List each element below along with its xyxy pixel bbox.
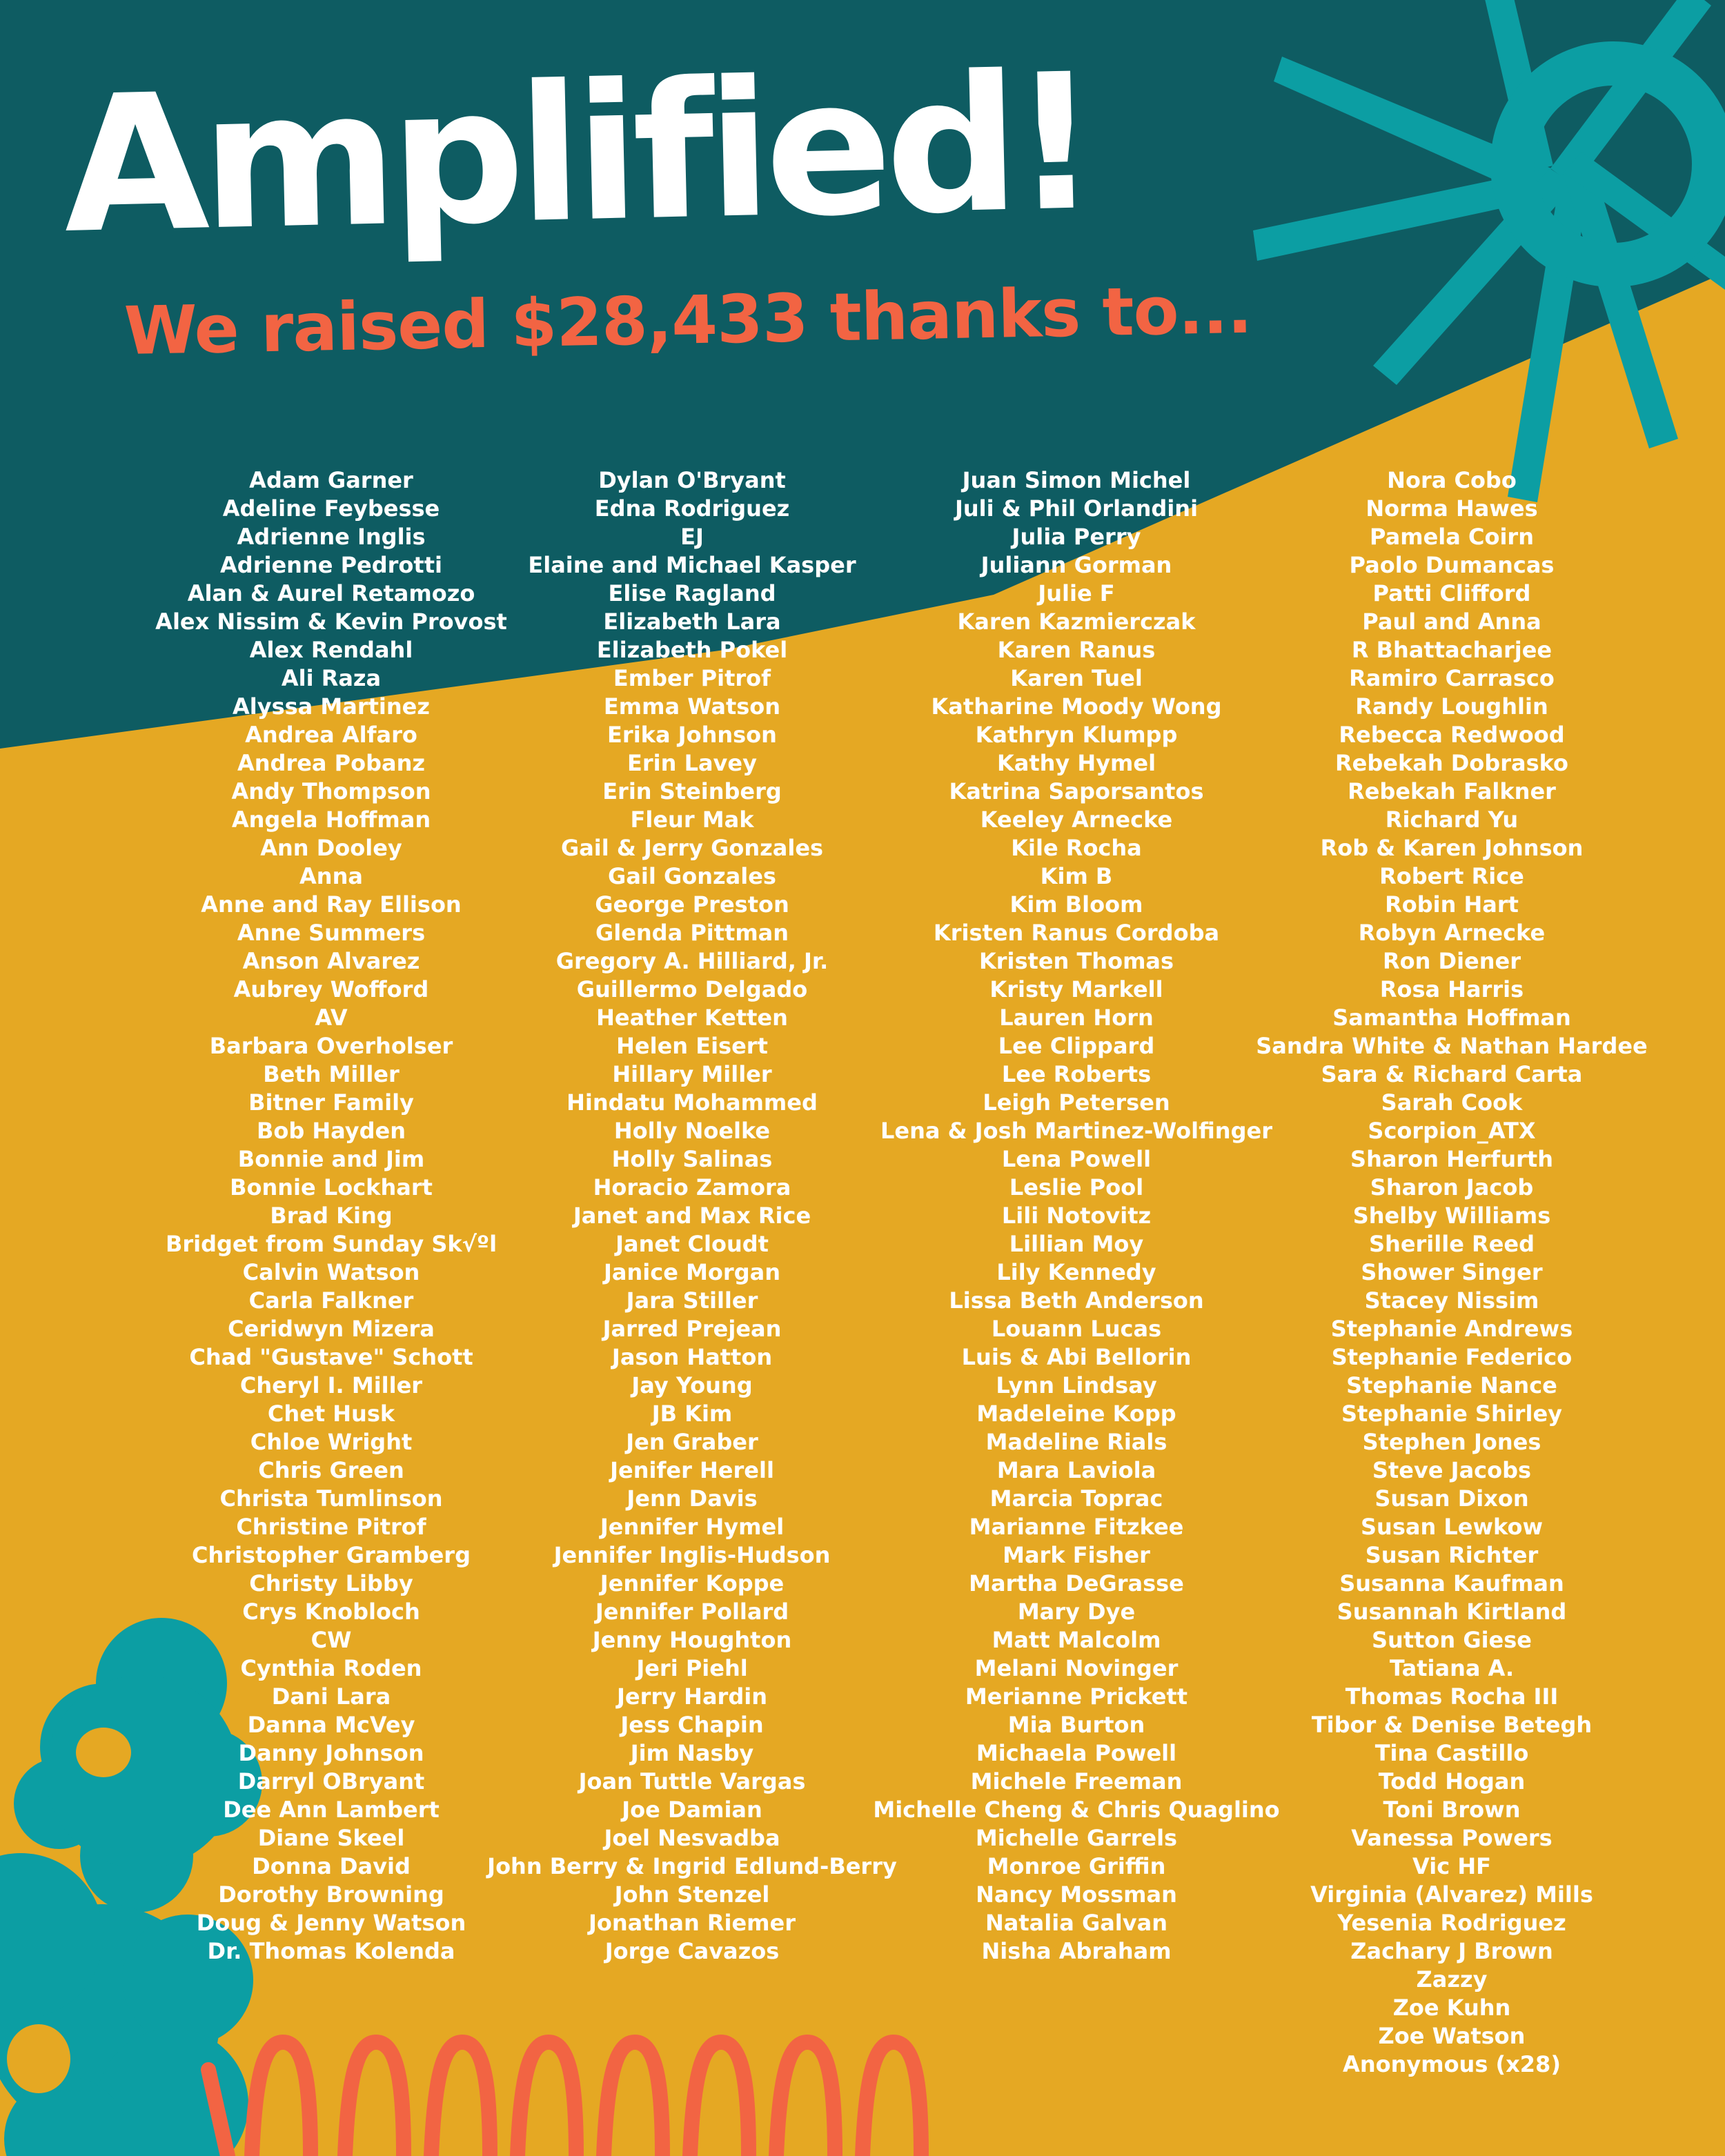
donor-name: Elizabeth Pokel — [596, 637, 788, 663]
donor-name: Jay Young — [631, 1372, 753, 1398]
donor-name: Lillian Moy — [1009, 1231, 1144, 1257]
donor-name: Kim B — [1040, 863, 1113, 889]
donor-name: Janet Cloudt — [615, 1231, 769, 1257]
donor-name: Merianne Prickett — [965, 1683, 1188, 1710]
donor-name: Ember Pitrof — [613, 665, 771, 691]
donor-name: Robyn Arnecke — [1358, 920, 1546, 946]
donor-name: Erin Lavey — [627, 750, 757, 776]
donor-name: Horacio Zamora — [593, 1174, 791, 1200]
donor-name: Joan Tuttle Vargas — [578, 1768, 806, 1794]
donor-name: Jennifer Hymel — [600, 1514, 785, 1540]
donor-name: Susanna Kaufman — [1339, 1570, 1564, 1596]
donor-name: Kathryn Klumpp — [975, 722, 1178, 748]
donor-name: Marianne Fitzkee — [969, 1514, 1184, 1540]
donor-name: Gregory A. Hilliard, Jr. — [555, 948, 829, 974]
donor-name: Brad King — [270, 1203, 393, 1229]
donor-name: Chris Green — [258, 1457, 404, 1483]
donor-name: Janet and Max Rice — [573, 1203, 811, 1229]
donor-name: Elaine and Michael Kasper — [528, 552, 856, 578]
donor-name: Louann Lucas — [991, 1316, 1162, 1342]
donor-name: Julie F — [1038, 580, 1115, 606]
donor-name: Michelle Garrels — [975, 1825, 1178, 1851]
donor-name: Nisha Abraham — [981, 1938, 1172, 1964]
donor-name: Madeline Rials — [985, 1429, 1167, 1455]
donor-name: Richard Yu — [1385, 807, 1519, 833]
donor-name: Danny Johnson — [238, 1740, 424, 1766]
donor-name: Helen Eisert — [616, 1033, 768, 1059]
donor-name: Karen Tuel — [1010, 665, 1143, 691]
donor-name: John Stenzel — [614, 1881, 770, 1908]
donor-name: Mia Burton — [1007, 1712, 1145, 1738]
donor-name: Kristen Thomas — [978, 948, 1174, 974]
donor-name: Jeri Piehl — [636, 1655, 748, 1681]
donor-name: Jennifer Inglis-Hudson — [553, 1542, 831, 1568]
donor-name: Alex Rendahl — [249, 637, 413, 663]
donor-name: Lynn Lindsay — [996, 1372, 1157, 1398]
donor-name: Chad "Gustave" Schott — [189, 1344, 473, 1370]
donor-name: Sherille Reed — [1368, 1231, 1535, 1257]
donor-name: Adrienne Inglis — [237, 524, 426, 550]
donor-name: Jennifer Koppe — [600, 1570, 785, 1596]
donor-name: Ceridwyn Mizera — [228, 1316, 435, 1342]
donor-name: Jarred Prejean — [602, 1316, 782, 1342]
donor-name: Stephanie Nance — [1346, 1372, 1557, 1398]
donor-name: Jennifer Pollard — [595, 1599, 789, 1625]
donor-name: Samantha Hoffman — [1332, 1005, 1571, 1031]
donor-list-column-3 — [862, 466, 1290, 1966]
donor-name: Lily Kennedy — [996, 1259, 1156, 1285]
donor-name: Joel Nesvadba — [604, 1825, 780, 1851]
donor-name: Doug & Jenny Watson — [196, 1910, 466, 1936]
donor-name: Dr. Thomas Kolenda — [207, 1938, 455, 1964]
donor-name: Tibor & Denise Betegh — [1311, 1712, 1593, 1738]
donor-name: Michelle Cheng & Chris Quaglino — [873, 1797, 1280, 1823]
donor-name: Monroe Griffin — [987, 1853, 1166, 1879]
donor-name: Shelby Williams — [1352, 1203, 1551, 1229]
donor-name: Jorge Cavazos — [604, 1938, 780, 1964]
donor-name: Kim Bloom — [1009, 891, 1143, 918]
donor-name: Stephanie Andrews — [1330, 1316, 1573, 1342]
donor-name: Andy Thompson — [231, 778, 431, 804]
donor-name: Donna David — [252, 1853, 411, 1879]
donor-name: Guillermo Delgado — [576, 976, 808, 1002]
donor-name: Marcia Toprac — [989, 1485, 1163, 1512]
donor-name: Toni Brown — [1383, 1797, 1521, 1823]
donor-name: Christine Pitrof — [236, 1514, 426, 1540]
donor-name: Dani Lara — [271, 1683, 391, 1710]
donor-name: Angela Hoffman — [231, 807, 431, 833]
donor-name: Barbara Overholser — [209, 1033, 453, 1059]
donor-name: Anson Alvarez — [242, 948, 420, 974]
donor-name: Danna McVey — [247, 1712, 415, 1738]
donor-name: Rebekah Dobrasko — [1334, 750, 1569, 776]
donor-name: Mary Dye — [1017, 1599, 1136, 1625]
donor-name: Natalia Galvan — [985, 1910, 1167, 1936]
donor-name: Nancy Mossman — [976, 1881, 1177, 1908]
donor-name: Thomas Rocha III — [1345, 1683, 1559, 1710]
donor-name: Susan Lewkow — [1360, 1514, 1543, 1540]
donor-name: Sharon Jacob — [1370, 1174, 1534, 1200]
donor-name: Christy Libby — [249, 1570, 413, 1596]
donor-name: Vanessa Powers — [1351, 1825, 1552, 1851]
donor-name: Katharine Moody Wong — [931, 693, 1222, 720]
donor-name: Adrienne Pedrotti — [220, 552, 442, 578]
donor-name: Jenifer Herell — [610, 1457, 774, 1483]
donor-name: Ali Raza — [281, 665, 382, 691]
donor-name: Zoe Watson — [1378, 2023, 1526, 2049]
donor-name: Holly Noelke — [613, 1118, 771, 1144]
donor-name: Rebekah Falkner — [1348, 778, 1556, 804]
donor-name: Chloe Wright — [250, 1429, 413, 1455]
donor-name: Yesenia Rodriguez — [1337, 1910, 1566, 1936]
donor-name: Bonnie and Jim — [237, 1146, 425, 1172]
donor-name: Erika Johnson — [607, 722, 777, 748]
donor-name: Scorpion_ATX — [1368, 1118, 1536, 1144]
donor-name: Christopher Gramberg — [192, 1542, 471, 1568]
fundraising-total-subtitle: We raised $28,433 thanks to... — [123, 270, 1252, 370]
donor-name: Janice Morgan — [604, 1259, 780, 1285]
donor-name: Matt Malcolm — [992, 1627, 1161, 1653]
donor-name: Juan Simon Michel — [962, 467, 1191, 493]
donor-name: Anne and Ray Ellison — [201, 891, 462, 918]
donor-name: Kristy Markell — [989, 976, 1163, 1002]
donor-name: Hindatu Mohammed — [566, 1089, 818, 1116]
donor-name: Dorothy Browning — [218, 1881, 444, 1908]
donor-name: Todd Hogan — [1378, 1768, 1526, 1794]
donor-name: Sharon Herfurth — [1350, 1146, 1553, 1172]
donor-name: Beth Miller — [263, 1061, 400, 1087]
donor-name: Chet Husk — [267, 1401, 395, 1427]
donor-name: Ann Dooley — [260, 835, 402, 861]
donor-name: Paul and Anna — [1362, 609, 1541, 635]
donor-name: Jenn Davis — [627, 1485, 758, 1512]
donor-name: Sarah Cook — [1381, 1089, 1523, 1116]
donor-name: Paolo Dumancas — [1349, 552, 1555, 578]
donor-name: Martha DeGrasse — [969, 1570, 1184, 1596]
donor-name: Darryl OBryant — [237, 1768, 425, 1794]
donor-list-column-4 — [1238, 466, 1666, 2079]
donor-name: Alex Nissim & Kevin Provost — [155, 609, 507, 635]
donor-name: Andrea Alfaro — [245, 722, 417, 748]
donor-name: Nora Cobo — [1387, 467, 1517, 493]
donor-name: Jonathan Riemer — [589, 1910, 796, 1936]
donor-name: Ramiro Carrasco — [1349, 665, 1555, 691]
donor-name: Mark Fisher — [1003, 1542, 1150, 1568]
donor-name: Adeline Feybesse — [222, 495, 440, 522]
donor-name: George Preston — [595, 891, 789, 918]
donor-name: Randy Loughlin — [1355, 693, 1548, 720]
donor-name: Christa Tumlinson — [219, 1485, 443, 1512]
donor-name: EJ — [680, 524, 704, 550]
donor-name: Susan Dixon — [1374, 1485, 1529, 1512]
donor-name: Tina Castillo — [1374, 1740, 1529, 1766]
donor-name: Dylan O'Bryant — [598, 467, 786, 493]
donor-name: AV — [315, 1005, 348, 1031]
donor-name: Calvin Watson — [242, 1259, 420, 1285]
donor-name: Lena Powell — [1001, 1146, 1152, 1172]
donor-name: CW — [310, 1627, 352, 1653]
donor-name: Carla Falkner — [248, 1287, 414, 1314]
donor-name: Keeley Arnecke — [980, 807, 1173, 833]
donor-name: Robert Rice — [1379, 863, 1524, 889]
donor-name: Sandra White & Nathan Hardee — [1256, 1033, 1648, 1059]
donor-name: Heather Ketten — [596, 1005, 788, 1031]
donor-name: Jara Stiller — [626, 1287, 758, 1314]
donor-name: Sutton Giese — [1371, 1627, 1532, 1653]
donor-name: Erin Steinberg — [602, 778, 782, 804]
donor-name: Crys Knobloch — [242, 1599, 420, 1625]
donor-name: Gail & Jerry Gonzales — [560, 835, 824, 861]
donor-name: Bridget from Sunday Sk√ºl — [165, 1231, 497, 1257]
donor-name: Stacey Nissim — [1364, 1287, 1539, 1314]
donor-name: Steve Jacobs — [1372, 1457, 1532, 1483]
donor-name: Stephanie Shirley — [1341, 1401, 1563, 1427]
donor-name: Ron Diener — [1382, 948, 1521, 974]
donor-name: Rosa Harris — [1379, 976, 1524, 1002]
donor-name: Madeleine Kopp — [976, 1401, 1176, 1427]
donor-name: Shower Singer — [1361, 1259, 1543, 1285]
donor-name: Zachary J Brown — [1350, 1938, 1553, 1964]
donor-name: Hillary Miller — [612, 1061, 772, 1087]
donor-name: Anna — [299, 863, 363, 889]
donor-name: Lena & Josh Martinez-Wolfinger — [880, 1118, 1272, 1144]
donor-name: Andrea Pobanz — [237, 750, 425, 776]
donor-name: JB Kim — [651, 1401, 733, 1427]
donor-name: Michele Freeman — [970, 1768, 1183, 1794]
donor-name: Diane Skeel — [257, 1825, 405, 1851]
donor-name: R Bhattacharjee — [1351, 637, 1552, 663]
donor-name: Dee Ann Lambert — [223, 1797, 440, 1823]
donor-name: Luis & Abi Bellorin — [961, 1344, 1192, 1370]
donor-name: Edna Rodriguez — [594, 495, 790, 522]
donor-name: Glenda Pittman — [595, 920, 789, 946]
donor-name: Katrina Saporsantos — [949, 778, 1204, 804]
donor-name: Cheryl I. Miller — [239, 1372, 423, 1398]
donor-name: Susannah Kirtland — [1337, 1599, 1567, 1625]
donor-name: Kathy Hymel — [996, 750, 1156, 776]
donor-name: Stephanie Federico — [1331, 1344, 1573, 1370]
donor-name: Vic HF — [1412, 1853, 1491, 1879]
donor-name: Virginia (Alvarez) Mills — [1310, 1881, 1593, 1908]
donor-name: Patti Clifford — [1372, 580, 1531, 606]
donor-name: Zoe Kuhn — [1392, 1995, 1511, 2021]
poster-title: Amplified! — [61, 34, 1094, 275]
donor-name: Holly Salinas — [611, 1146, 773, 1172]
donor-name: Lee Clippard — [998, 1033, 1155, 1059]
donor-name: Gail Gonzales — [608, 863, 776, 889]
donor-name: Cynthia Roden — [240, 1655, 422, 1681]
donor-name: Jerry Hardin — [617, 1683, 767, 1710]
donor-name: Rob & Karen Johnson — [1320, 835, 1584, 861]
donor-name: Kristen Ranus Cordoba — [933, 920, 1220, 946]
donor-name: Juliann Gorman — [980, 552, 1172, 578]
donor-name: Elise Ragland — [608, 580, 776, 606]
donor-name: Bitner Family — [248, 1089, 414, 1116]
donor-name: Sara & Richard Carta — [1321, 1061, 1583, 1087]
donor-name: Bonnie Lockhart — [230, 1174, 433, 1200]
donor-name: Pamela Coirn — [1370, 524, 1534, 550]
donor-name: Leslie Pool — [1009, 1174, 1144, 1200]
donor-name: Lissa Beth Anderson — [949, 1287, 1204, 1314]
donor-name: John Berry & Ingrid Edlund-Berry — [487, 1853, 897, 1879]
donor-name: Jenny Houghton — [592, 1627, 792, 1653]
donor-list-column-2 — [478, 466, 906, 1966]
donor-name: Karen Ranus — [997, 637, 1156, 663]
donor-name: Lili Notovitz — [1001, 1203, 1152, 1229]
donor-name: Karen Kazmierczak — [957, 609, 1196, 635]
donor-name: Norma Hawes — [1366, 495, 1538, 522]
donor-name: Zazzy — [1416, 1966, 1488, 1992]
donor-name: Michaela Powell — [976, 1740, 1177, 1766]
donor-name: Stephen Jones — [1362, 1429, 1541, 1455]
donor-name: Jess Chapin — [620, 1712, 764, 1738]
donor-name: Alyssa Martinez — [232, 693, 430, 720]
donor-name: Adam Garner — [249, 467, 413, 493]
donor-name: Kile Rocha — [1011, 835, 1142, 861]
donor-name: Mara Laviola — [996, 1457, 1156, 1483]
donor-name: Lee Roberts — [1001, 1061, 1152, 1087]
donor-name: Elizabeth Lara — [603, 609, 781, 635]
donor-name: Melani Novinger — [974, 1655, 1179, 1681]
donor-name: Juli & Phil Orlandini — [954, 495, 1199, 522]
donor-name: Emma Watson — [603, 693, 781, 720]
donor-name: Bob Hayden — [256, 1118, 406, 1144]
donor-name: Alan & Aurel Retamozo — [187, 580, 475, 606]
donor-name: Anonymous (x28) — [1343, 2051, 1561, 2077]
donor-name: Rebecca Redwood — [1339, 722, 1565, 748]
donor-name: Lauren Horn — [999, 1005, 1154, 1031]
donor-name: Aubrey Wofford — [233, 976, 429, 1002]
donor-name: Joe Damian — [622, 1797, 762, 1823]
donor-name: Julia Perry — [1012, 524, 1141, 550]
donor-name: Tatiana A. — [1389, 1655, 1515, 1681]
donor-name: Anne Summers — [237, 920, 426, 946]
donor-name: Fleur Mak — [630, 807, 754, 833]
donor-name: Jim Nasby — [630, 1740, 754, 1766]
donor-name: Leigh Petersen — [983, 1089, 1170, 1116]
donor-name: Jason Hatton — [611, 1344, 773, 1370]
donor-name: Jen Graber — [626, 1429, 758, 1455]
donor-name: Susan Richter — [1365, 1542, 1539, 1568]
donor-name: Robin Hart — [1385, 891, 1519, 918]
